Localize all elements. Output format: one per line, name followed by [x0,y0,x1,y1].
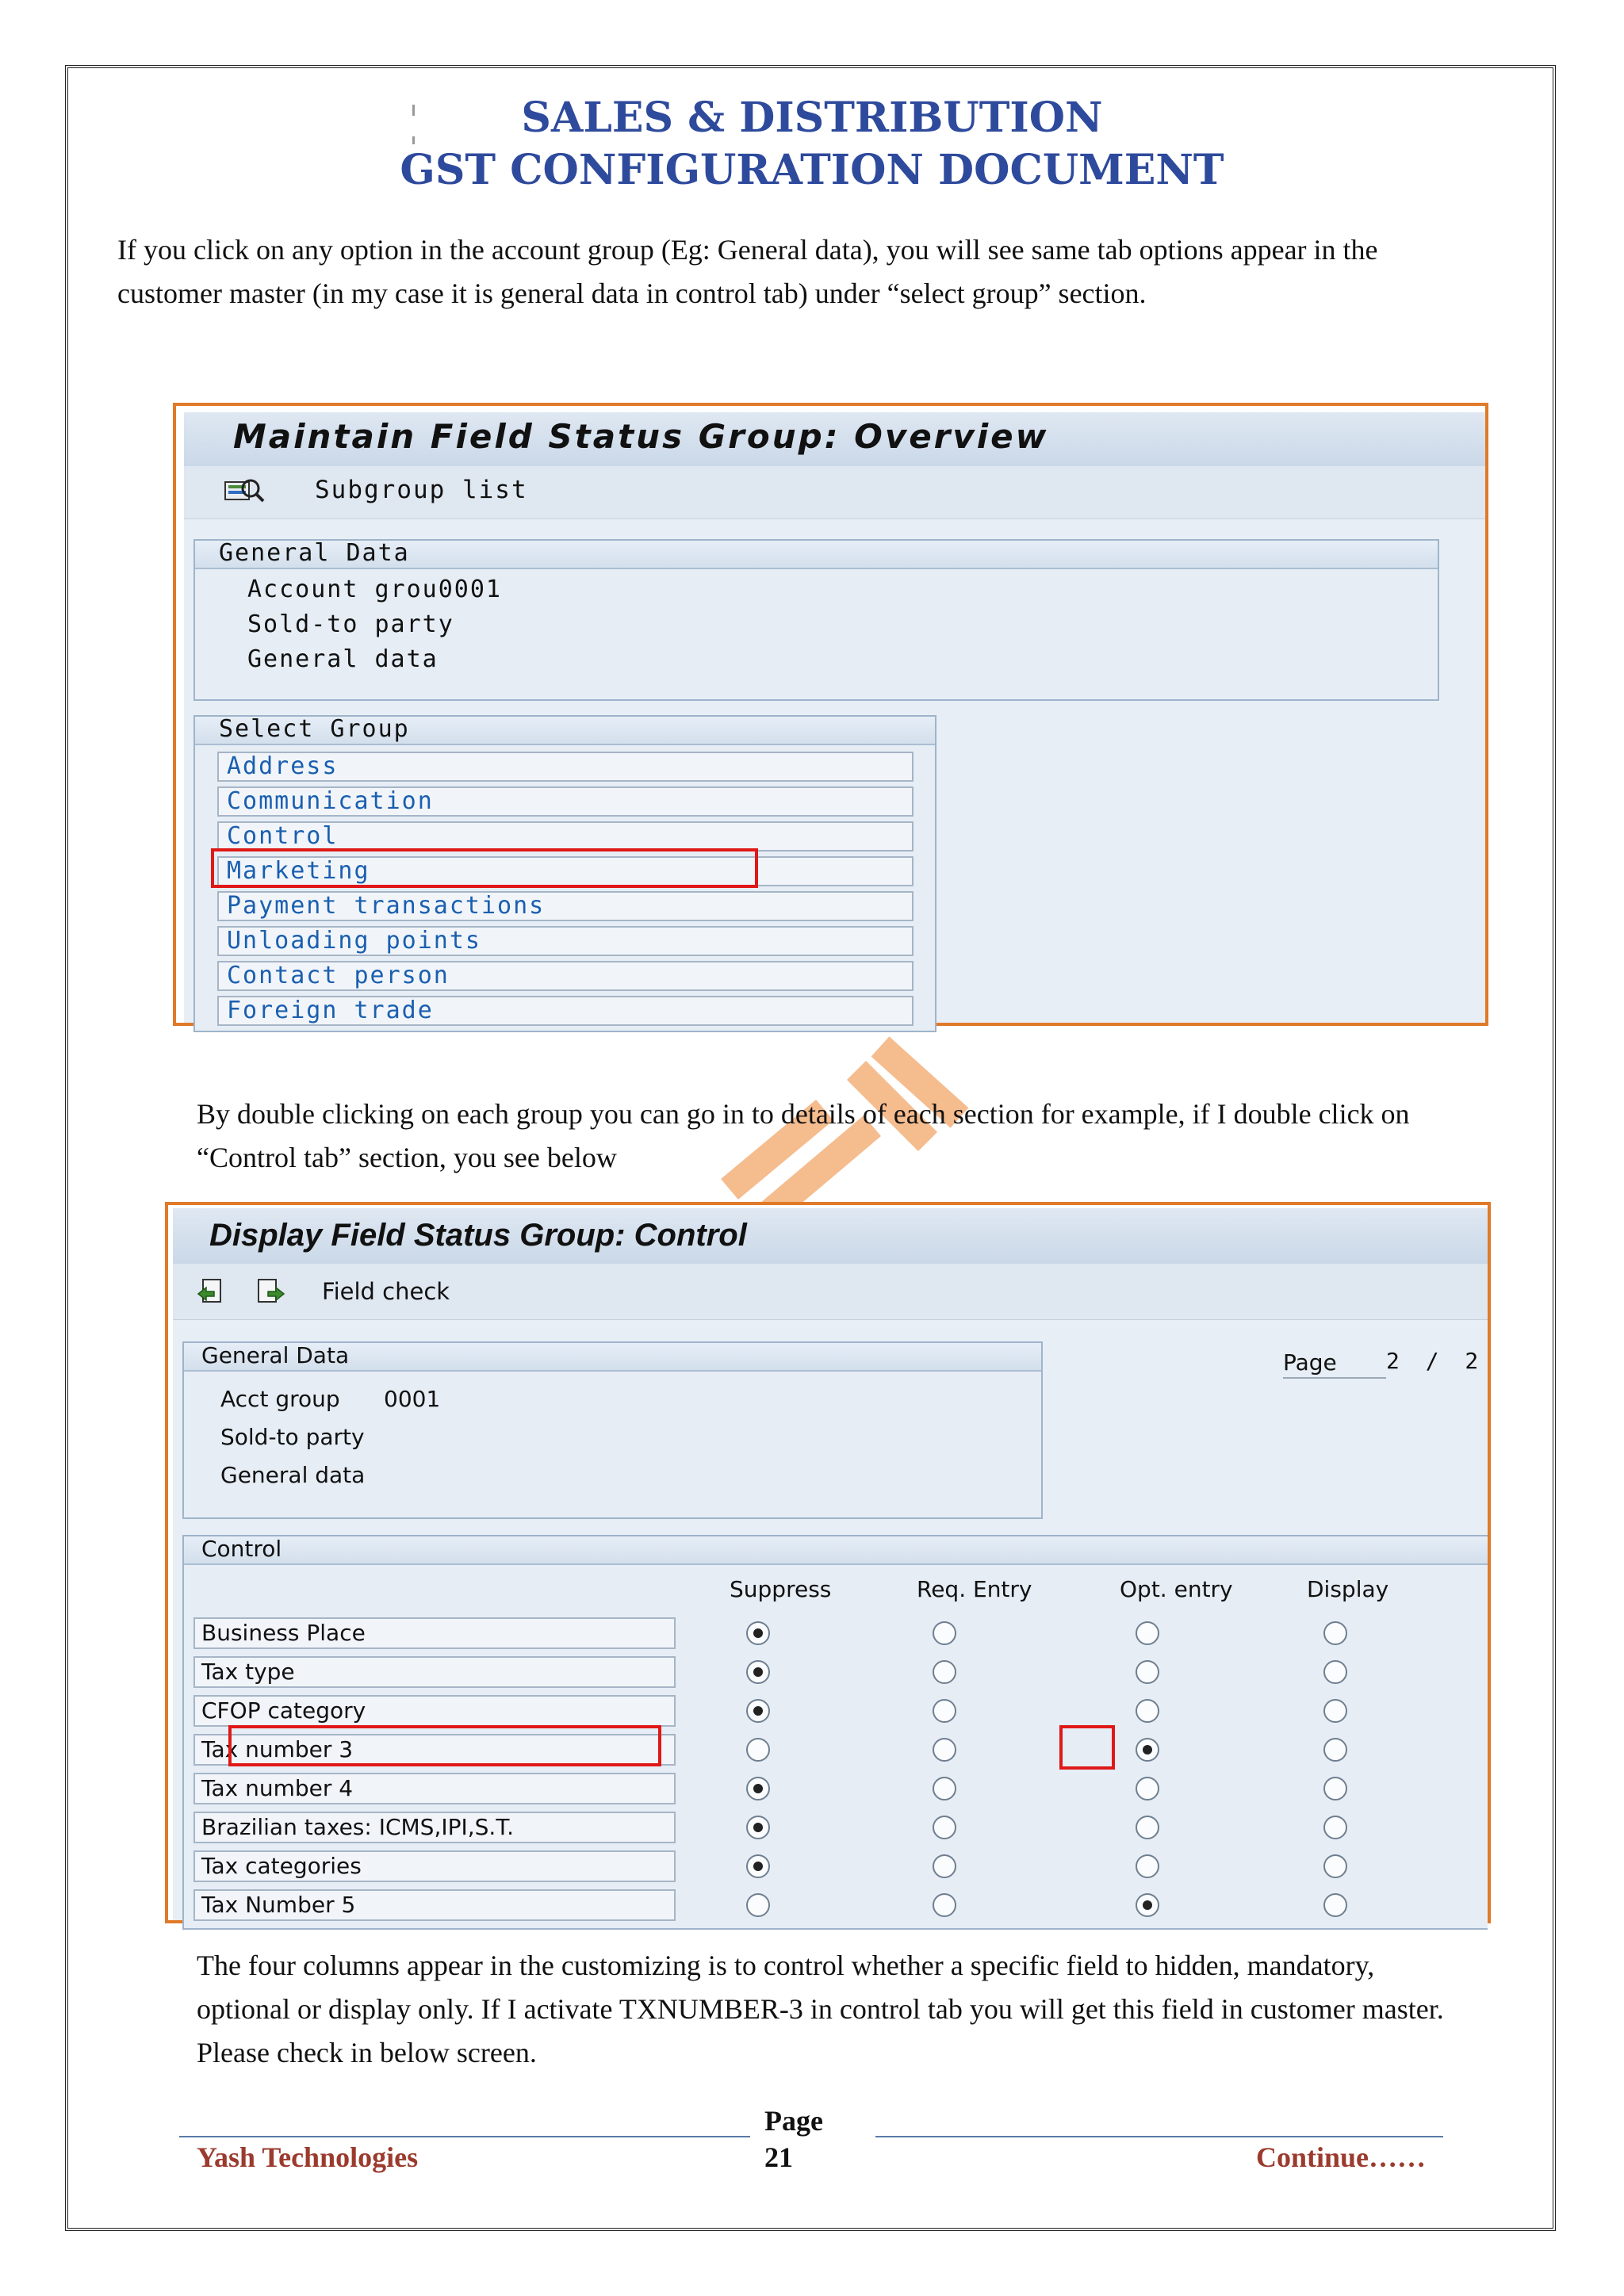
overview-screen [184,412,1485,1023]
document-heading: SALES & DISTRIBUTION [521,94,1103,142]
radio-suppress[interactable] [746,1854,770,1878]
radio-suppress[interactable] [746,1660,770,1684]
control-title: Display Field Status Group: Control [209,1218,747,1253]
acct-group-label: Acct group [220,1386,340,1412]
account-group-line: Account grou0001 [247,576,502,603]
footer-page [764,2103,823,2175]
field-label: Tax type [193,1656,676,1688]
radio-opt-entry[interactable] [1136,1738,1159,1762]
field-label: Tax Number 5 [193,1889,676,1921]
overview-title-bar [184,412,1485,467]
radio-suppress[interactable] [746,1893,770,1917]
control-toolbar [173,1264,1488,1320]
column-header-display: Display [1307,1576,1389,1602]
radio-opt-entry[interactable] [1136,1660,1159,1684]
field-label: Tax number 4 [193,1773,676,1804]
group-header [195,541,1438,569]
highlight-box [211,848,758,888]
radio-suppress[interactable] [746,1699,770,1723]
previous-page-icon[interactable] [195,1278,227,1307]
footer-page-label: Page [764,2105,823,2137]
footer-rule-right [875,2136,1443,2137]
field-label: CFOP category [193,1695,676,1727]
group-header [195,717,935,745]
select-group-item-communication[interactable]: Communication [217,786,914,817]
group-title: General Data [219,539,410,567]
radio-req-entry[interactable] [933,1893,956,1917]
radio-req-entry[interactable] [933,1854,956,1878]
footer-continue: Continue…… [1256,2141,1427,2173]
radio-opt-entry[interactable] [1136,1893,1159,1917]
footer-rule-left [179,2136,750,2137]
radio-opt-entry[interactable] [1136,1777,1159,1800]
radio-display[interactable] [1323,1893,1347,1917]
radio-req-entry[interactable] [933,1738,956,1762]
radio-opt-entry[interactable] [1136,1854,1159,1878]
overview-title: Maintain Field Status Group: Overview [233,417,1049,456]
radio-opt-entry[interactable] [1136,1699,1159,1723]
document-subheading: GST CONFIGURATION DOCUMENT [400,146,1224,194]
radio-display[interactable] [1323,1621,1347,1645]
column-header-req-entry: Req. Entry [917,1576,1032,1602]
radio-display[interactable] [1323,1699,1347,1723]
intro-paragraph: If you click on any option in the account group (Eg: General data), you will see same tab options appear in the customer master (in my case it is general data in control tab) under “select group” section. [117,234,1378,309]
group-header [184,1536,1488,1565]
radio-req-entry[interactable] [933,1660,956,1684]
subgroup-list-icon[interactable] [224,477,268,506]
field-label: Tax categories [193,1850,676,1882]
column-header-suppress: Suppress [730,1576,832,1602]
select-group-item-contact-person[interactable]: Contact person [217,961,914,991]
next-page-icon[interactable] [255,1278,287,1307]
radio-suppress[interactable] [746,1738,770,1762]
radio-req-entry[interactable] [933,1777,956,1800]
control-title-bar [173,1208,1488,1265]
general-data-line: General data [247,645,439,673]
group-title: Select Group [219,715,410,743]
footer-company: Yash Technologies [197,2141,419,2173]
select-group-item-foreign-trade[interactable]: Foreign trade [217,996,914,1026]
field-check-button[interactable]: Field check [322,1278,450,1305]
control-screenshot [165,1202,1491,1923]
radio-display[interactable] [1323,1738,1347,1762]
radio-opt-entry[interactable] [1136,1816,1159,1839]
sold-to-party-line: Sold-to party [220,1424,365,1450]
radio-req-entry[interactable] [933,1699,956,1723]
radio-suppress[interactable] [746,1621,770,1645]
select-group-box [193,715,936,1032]
group-header [184,1343,1041,1372]
group-title: Control [201,1536,282,1562]
highlight-box [1059,1725,1115,1770]
page-indicator: 2 / 2 [1386,1348,1485,1374]
sold-to-party-line: Sold-to party [247,610,454,638]
field-label: Tax number 3 [193,1734,676,1766]
select-group-item-address[interactable]: Address [217,752,914,782]
select-group-item-unloading-points[interactable]: Unloading points [217,926,914,956]
column-header-opt-entry: Opt. entry [1120,1576,1233,1602]
overview-toolbar [184,466,1485,519]
select-group-item-marketing[interactable]: Marketing [217,856,914,886]
general-data-group [182,1341,1043,1519]
group-title: General Data [201,1342,350,1368]
field-label: Brazilian taxes: ICMS,IPI,S.T. [193,1812,676,1843]
control-screen [173,1208,1488,1920]
radio-suppress[interactable] [746,1816,770,1839]
radio-display[interactable] [1323,1854,1347,1878]
select-group-item-control[interactable]: Control [217,821,914,851]
subgroup-list-button[interactable]: Subgroup list [315,476,528,504]
radio-opt-entry[interactable] [1136,1621,1159,1645]
radio-display[interactable] [1323,1816,1347,1839]
radio-req-entry[interactable] [933,1621,956,1645]
radio-suppress[interactable] [746,1777,770,1800]
highlight-box [228,1725,661,1766]
double-click-paragraph: By double clicking on each group you can go in to details of each section for example, if I double click on “Control tab” section, you see below [197,1098,1410,1173]
general-data-line: General data [220,1462,366,1488]
radio-display[interactable] [1323,1660,1347,1684]
page-label: Page [1283,1349,1386,1379]
acct-group-value: 0001 [384,1386,441,1412]
radio-req-entry[interactable] [933,1816,956,1839]
radio-display[interactable] [1323,1777,1347,1800]
footer-page-number: 21 [764,2141,793,2173]
select-group-item-payment-transactions[interactable]: Payment transactions [217,891,914,921]
field-label: Business Place [193,1617,676,1649]
overview-screenshot [173,403,1488,1026]
explanation-paragraph: The four columns appear in the customizing is to control whether a specific field to hidden, mandatory, optional or display only. If I activate TXNUMBER-3 in control tab you will get this field in customer master. Please check in below screen. [197,1950,1444,2068]
general-data-group [193,539,1439,701]
